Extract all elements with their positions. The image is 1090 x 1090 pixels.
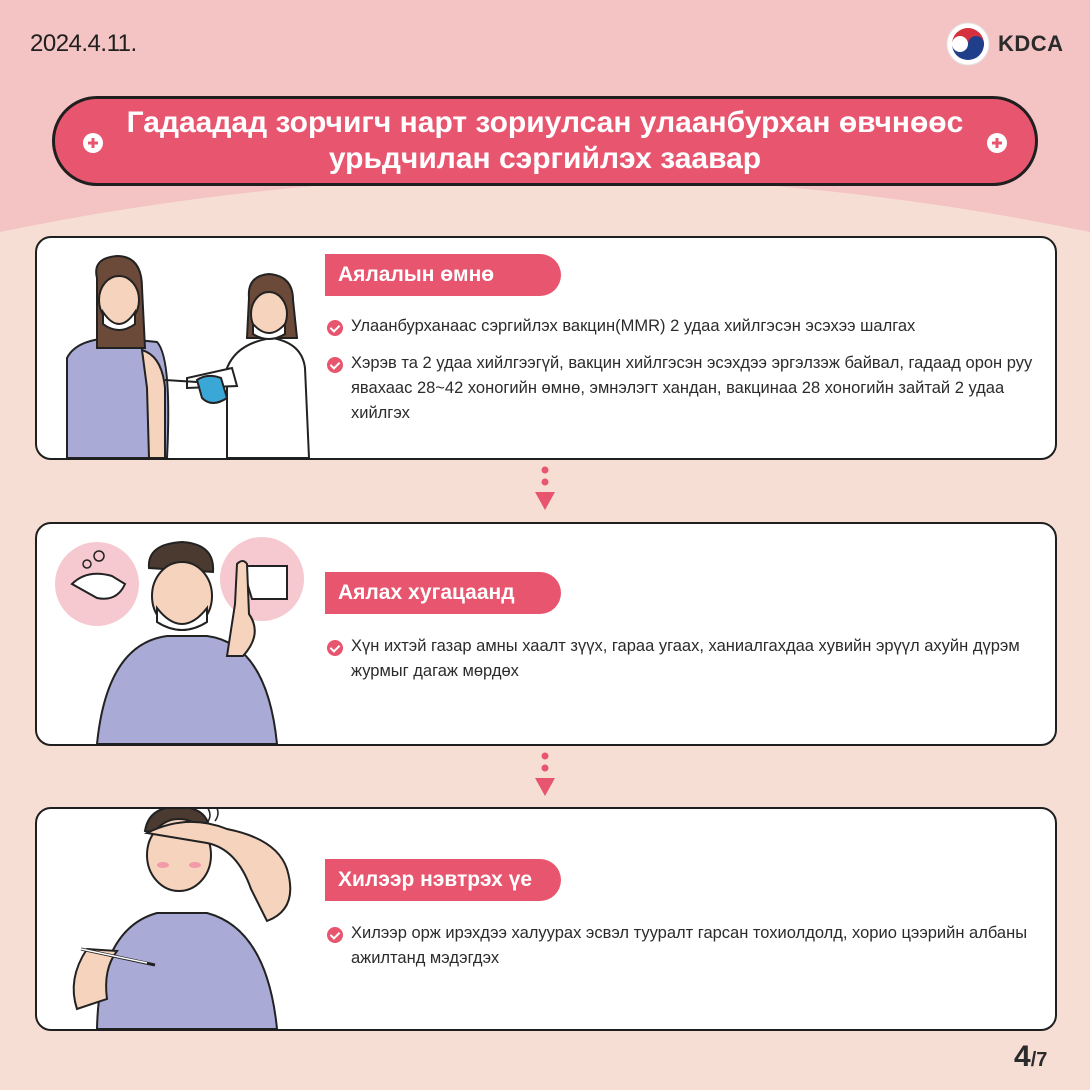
flow-arrow-icon — [533, 752, 557, 802]
taegeuk-logo-icon — [946, 22, 990, 66]
bullet-list — [327, 921, 1047, 983]
section-card-border-entry — [35, 807, 1057, 1031]
page-separator: / — [1030, 1049, 1037, 1071]
section-label: Аялалын өмнө — [325, 254, 561, 296]
kdca-logo — [946, 22, 1064, 66]
check-icon — [327, 357, 343, 373]
list-item — [327, 351, 1047, 426]
check-icon — [327, 640, 343, 656]
hygiene-illustration — [37, 524, 337, 744]
logo-text: KDCA — [998, 31, 1064, 56]
list-item — [327, 634, 1047, 684]
section-card-before-travel — [35, 236, 1057, 460]
vaccination-illustration — [37, 238, 337, 458]
section-label: Хилээр нэвтрэх үе — [325, 859, 561, 901]
page-title: Гадаадад зорчигч нарт зориулсан улаанбурхан өвчнөөс урьдчилан сэргийлэх заавар — [126, 106, 964, 175]
check-icon — [327, 320, 343, 336]
bullet-text: Хилээр орж ирэхдээ халуурах эсвэл тууралт гарсан тохиолдолд, хорио цээрийн албаны ажилтанд мэдэгдэх — [351, 924, 1028, 967]
page-current: 4 — [1014, 1040, 1031, 1073]
list-item — [327, 921, 1047, 971]
fever-illustration — [37, 809, 337, 1029]
bullet-list — [327, 314, 1047, 438]
plus-icon — [83, 133, 103, 153]
bullet-list — [327, 634, 1047, 696]
page-indicator — [1014, 1040, 1047, 1074]
plus-icon — [987, 133, 1007, 153]
section-label: Аялах хугацаанд — [325, 572, 561, 614]
section-card-during-travel — [35, 522, 1057, 746]
list-item — [327, 314, 1047, 339]
publish-date: 2024.4.11. — [30, 30, 137, 57]
page-total: 7 — [1036, 1049, 1048, 1071]
bullet-text: Хүн ихтэй газар амны хаалт зүүх, гараа угаах, ханиалгахдаа хувийн эрүүл ахуйн дүрэм журмыг дагаж мөрдөх — [351, 637, 1020, 680]
flow-arrow-icon — [533, 466, 557, 516]
title-banner — [52, 96, 1038, 186]
bullet-text: Хэрэв та 2 удаа хийлгээгүй, вакцин хийлгэсэн эсэхдээ эргэлзэж байвал, гадаад орон руу явахаас 28~42 хоногийн өмнө, эмнэлэгт хандан, вакцинаа 28 хоногийн зайтай 2 удаа хийлгэх — [351, 354, 1033, 422]
check-icon — [327, 927, 343, 943]
bullet-text: Улаанбурханаас сэргийлэх вакцин(MMR) 2 удаа хийлгэсэн эсэхээ шалгах — [351, 317, 916, 335]
